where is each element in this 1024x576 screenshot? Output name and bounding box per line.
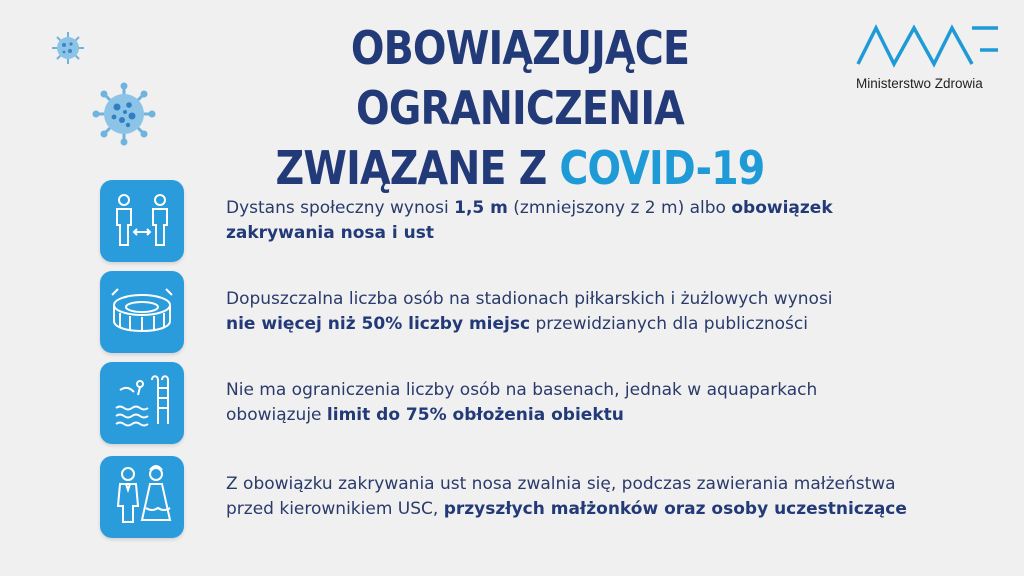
- bold-text-segment: 1,5 m: [454, 198, 508, 218]
- row-line: [226, 221, 976, 246]
- restriction-row-stadium: [100, 271, 980, 353]
- row-line: [226, 312, 976, 337]
- stadium-icon: [100, 271, 184, 353]
- ministry-logo-text: Ministerstwo Zdrowia: [856, 76, 983, 91]
- row-line: [226, 403, 976, 428]
- row-line: [226, 287, 976, 312]
- restriction-text-wedding: [226, 472, 976, 522]
- wedding-couple-icon: [100, 456, 184, 538]
- bold-text-segment: limit do 75% obłożenia obiektu: [326, 405, 624, 425]
- text-segment: przewidzianych dla publiczności: [530, 314, 808, 334]
- text-segment: przed kierownikiem USC,: [226, 499, 444, 519]
- restriction-row-pool: [100, 362, 980, 444]
- restriction-row-distance: [100, 180, 980, 262]
- bold-text-segment: przyszłych małżonków oraz osoby uczestniczące: [443, 499, 907, 519]
- virus-large-icon: [92, 82, 156, 146]
- row-line: [226, 196, 976, 221]
- text-segment: (zmniejszony z 2 m) albo: [507, 198, 732, 218]
- social-distance-icon: [100, 180, 184, 262]
- restriction-text-pool: [226, 378, 976, 428]
- text-segment: Z obowiązku zakrywania ust nosa zwalnia się, podczas zawierania małżeństwa: [226, 474, 896, 494]
- text-segment: Dopuszczalna liczba osób na stadionach piłkarskich i żużlowych wynosi: [226, 289, 833, 309]
- title-line-2-prefix: ZWIĄZANE Z: [275, 141, 560, 195]
- text-segment: Nie ma ograniczenia liczby osób na basenach, jednak w aquaparkach: [226, 380, 818, 400]
- restriction-text-stadium: [226, 287, 976, 337]
- text-segment: Dystans społeczny wynosi: [226, 198, 455, 218]
- restriction-text-distance: [226, 196, 976, 246]
- swimming-pool-icon: [100, 362, 184, 444]
- page-title: [245, 18, 795, 198]
- row-line: [226, 378, 976, 403]
- row-line: [226, 497, 976, 522]
- text-segment: obowiązuje: [226, 405, 327, 425]
- bold-text-segment: zakrywania nosa i ust: [226, 223, 435, 243]
- bold-text-segment: obowiązek: [731, 198, 833, 218]
- row-line: [226, 472, 976, 497]
- virus-small-icon: [50, 30, 86, 66]
- title-highlight: COVID-19: [559, 141, 765, 195]
- title-line-1: OBOWIĄZUJĄCE OGRANICZENIA: [350, 21, 690, 135]
- bold-text-segment: nie więcej niż 50% liczby miejsc: [226, 314, 531, 334]
- restriction-row-wedding: [100, 456, 980, 538]
